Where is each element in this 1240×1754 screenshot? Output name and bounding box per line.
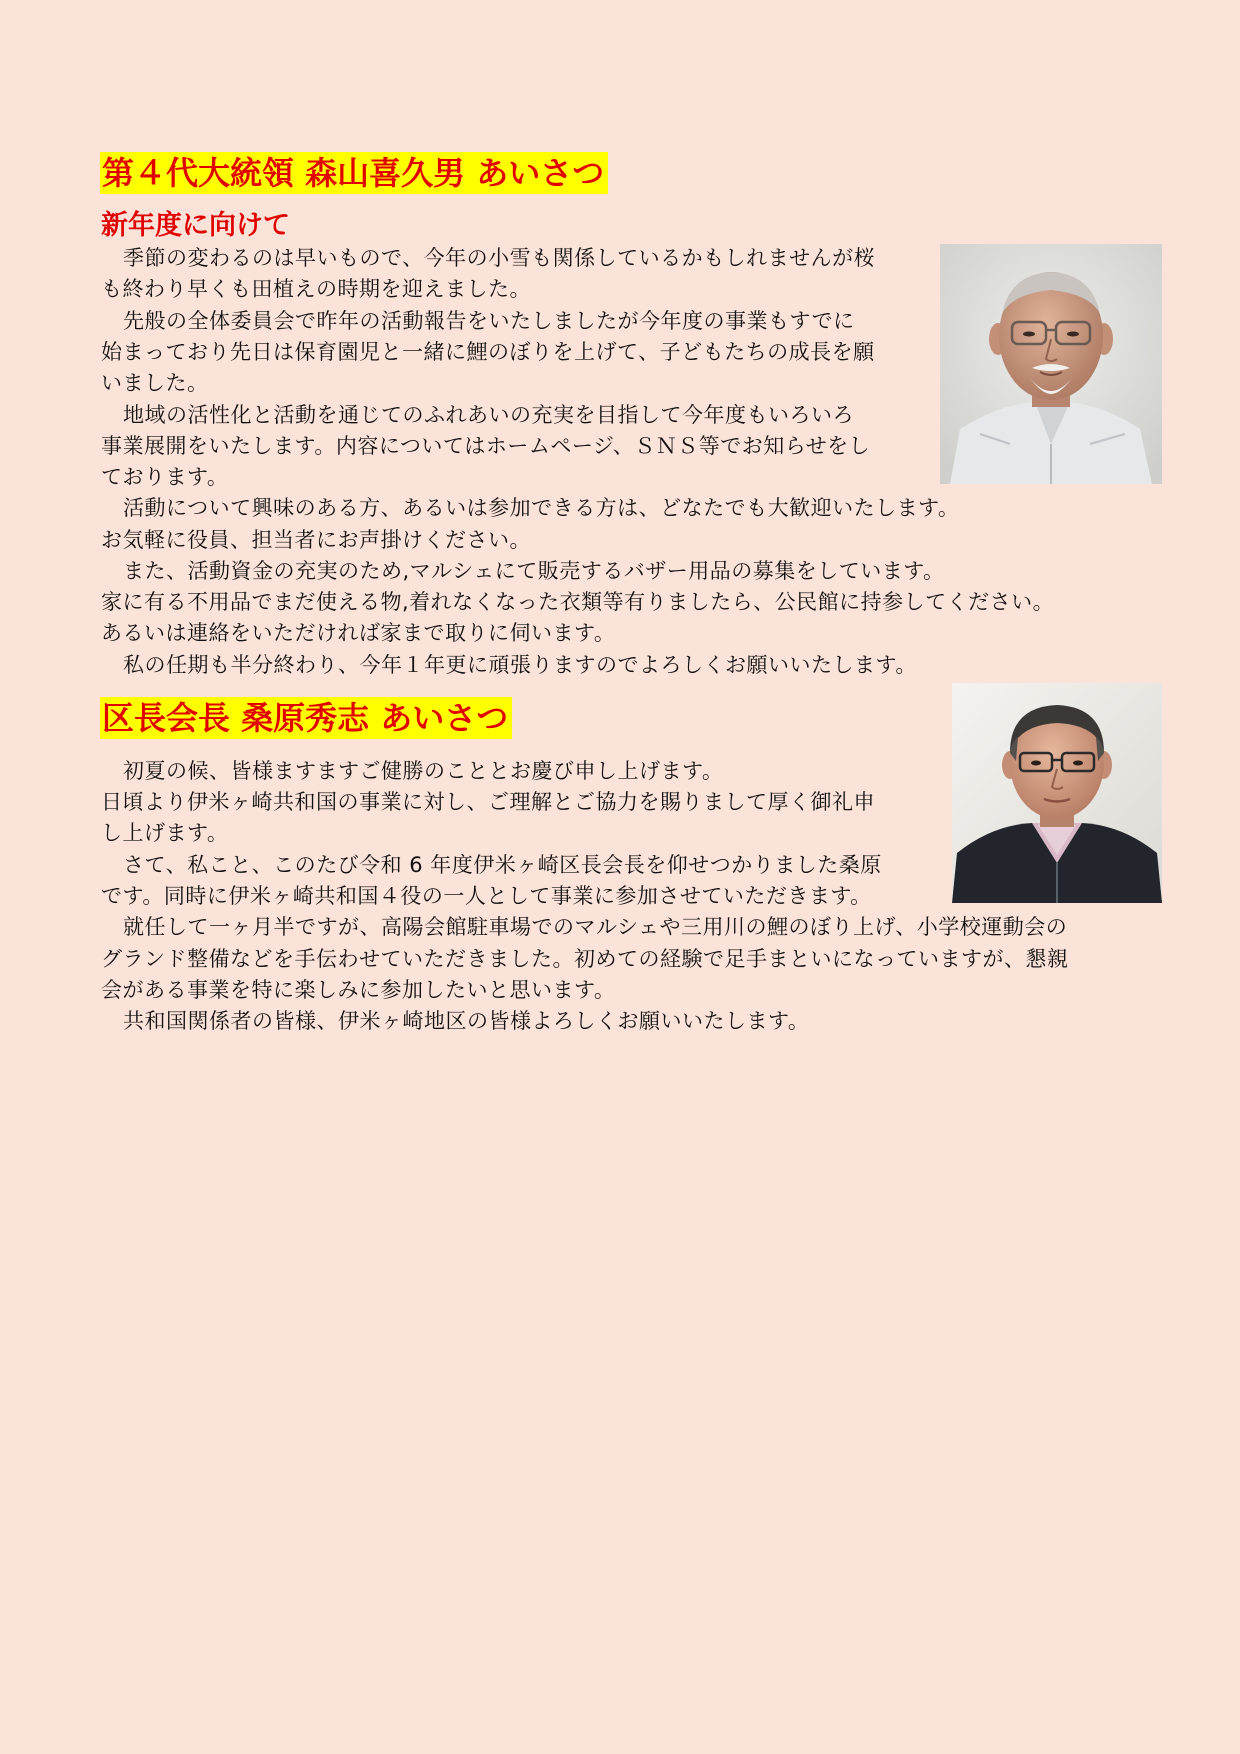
paragraph-line: 日頃より伊米ヶ崎共和国の事業に対し、ご理解とご協力を賜りまして厚く御礼申 <box>101 790 875 814</box>
paragraph-line: 始まっており先日は保育園児と一緒に鯉のぼりを上げて、子どもたちの成長を願 <box>101 340 875 364</box>
paragraph-line: ております。 <box>101 465 229 489</box>
chairman-greeting-heading: 区長会長 桑原秀志 あいさつ <box>100 697 512 739</box>
paragraph-line: 私の任期も半分終わり、今年１年更に頑張りますのでよろしくお願いいたします。 <box>123 653 917 677</box>
paragraph-line: 共和国関係者の皆様、伊米ヶ崎地区の皆様よろしくお願いいたします。 <box>123 1009 810 1033</box>
paragraph-line: 季節の変わるのは早いもので、今年の小雪も関係しているかもしれませんが桜 <box>123 246 876 270</box>
paragraph-line: 家に有る不用品でまだ使える物,着れなくなった衣類等有りましたら、公民館に持参してください。 <box>101 590 1055 614</box>
new-year-subheading: 新年度に向けて <box>101 210 290 241</box>
paragraph-line: 先般の全体委員会で昨年の活動報告をいたしましたが今年度の事業もすでに <box>123 309 855 333</box>
paragraph-line: 事業展開をいたします。内容についてはホームページ、ＳＮＳ等でお知らせをし <box>101 434 871 458</box>
paragraph-line: 活動について興味のある方、あるいは参加できる方は、どなたでも大歓迎いたします。 <box>123 496 960 520</box>
president-greeting-heading: 第４代大統領 森山喜久男 あいさつ <box>100 152 608 194</box>
paragraph-line: あるいは連絡をいただければ家まで取りに伺います。 <box>101 621 616 645</box>
paragraph-line: 就任して一ヶ月半ですが、高陽会館駐車場でのマルシェや三用川の鯉のぼり上げ、小学校運動会の <box>123 915 1068 939</box>
paragraph-line: 地域の活性化と活動を通じてのふれあいの充実を目指して今年度もいろいろ <box>123 403 854 427</box>
paragraph-line: また、活動資金の充実のため,マルシェにて販売するバザー用品の募集をしています。 <box>123 559 945 583</box>
paragraph-line: し上げます。 <box>101 821 229 845</box>
paragraph-line: 初夏の候、皆様ますますご健勝のこととお慶び申し上げます。 <box>123 759 724 783</box>
paragraph-line: お気軽に役員、担当者にお声掛けください。 <box>101 528 531 552</box>
paragraph-line: も終わり早くも田植えの時期を迎えました。 <box>101 277 531 301</box>
chairman-portrait-photo <box>952 683 1162 903</box>
paragraph-line: 会がある事業を特に楽しみに参加したいと思います。 <box>101 978 616 1002</box>
paragraph-line: です。同時に伊米ヶ崎共和国４役の一人として事業に参加させていただきます。 <box>101 884 872 908</box>
paragraph-line: いました。 <box>101 371 209 395</box>
paragraph-line: グランド整備などを手伝わせていただきました。初めての経験で足手まといになっていますが、懇親 <box>101 947 1069 971</box>
president-portrait-photo <box>940 244 1162 484</box>
paragraph-line: さて、私こと、このたび令和 6 年度伊米ヶ崎区長会長を仰せつかりました桑原 <box>123 853 882 877</box>
